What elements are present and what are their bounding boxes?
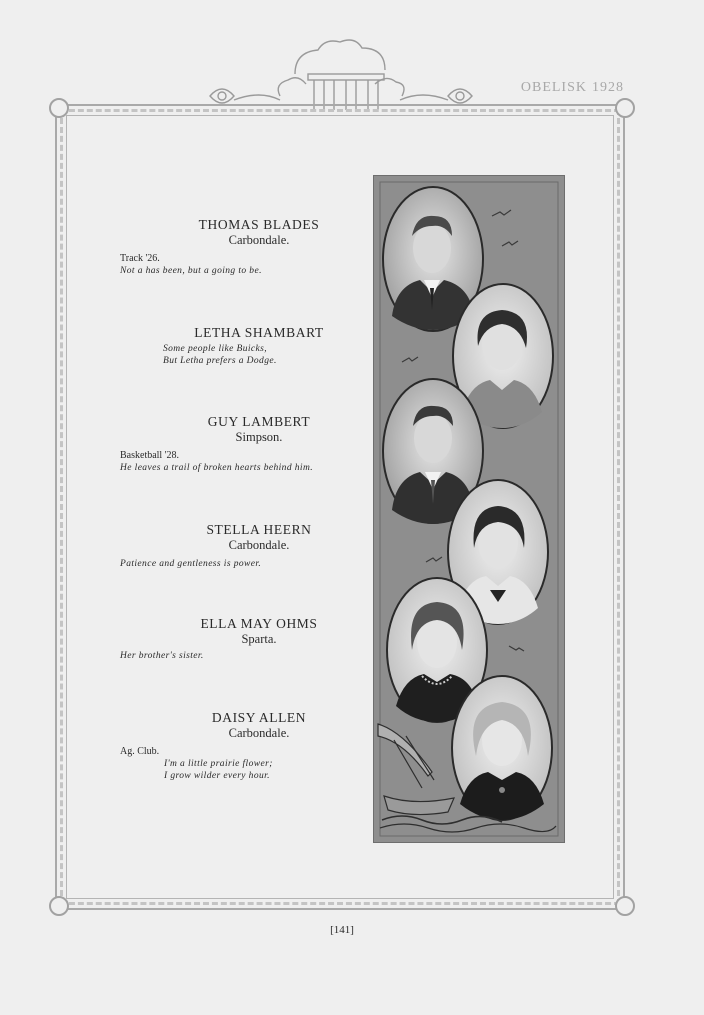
student-quote: Some people like Buicks, [163, 344, 268, 354]
portrait-daisy-allen [452, 676, 552, 820]
student-town: Carbondale. [228, 726, 290, 740]
temple-ornament-icon [200, 34, 480, 114]
student-quote: But Letha prefers a Dodge. [163, 356, 277, 366]
student-name: ELLA MAY OHMS [200, 616, 318, 631]
student-quote: Her brother's sister. [120, 651, 204, 661]
corner-ornament-icon [615, 896, 635, 916]
student-town: Carbondale. [228, 233, 290, 247]
student-entry [120, 414, 360, 474]
photo-panel-art [374, 176, 564, 842]
student-activity: Basketball '28. [120, 450, 180, 461]
student-town: Carbondale. [228, 538, 290, 552]
student-entry [120, 217, 360, 277]
student-entry [120, 616, 360, 662]
student-quote: Not a has been, but a going to be. [120, 266, 262, 276]
photo-panel [373, 175, 565, 843]
student-name: STELLA HEERN [206, 522, 312, 537]
student-name: THOMAS BLADES [198, 217, 320, 232]
student-entry [120, 710, 360, 782]
page-header [516, 80, 624, 96]
page-number: [141] [330, 924, 354, 936]
student-quote: I'm a little prairie flower; [164, 759, 273, 769]
student-activity: Track '26. [120, 253, 160, 264]
corner-ornament-icon [49, 896, 69, 916]
student-name: LETHA SHAMBART [194, 325, 324, 340]
corner-ornament-icon [615, 98, 635, 118]
yearbook-year: 1928 [592, 80, 624, 95]
student-activity: Ag. Club. [120, 746, 160, 757]
student-town: Sparta. [241, 632, 277, 646]
student-quote: Patience and gentleness is power. [120, 559, 262, 569]
yearbook-title: OBELISK [520, 80, 587, 95]
student-quote: He leaves a trail of broken hearts behind him. [120, 463, 313, 473]
student-entry [120, 522, 360, 570]
student-entry [120, 325, 360, 367]
student-quote: I grow wilder every hour. [164, 771, 270, 781]
student-name: DAISY ALLEN [211, 710, 307, 725]
corner-ornament-icon [49, 98, 69, 118]
student-town: Simpson. [235, 430, 283, 444]
student-name: GUY LAMBERT [207, 414, 311, 429]
